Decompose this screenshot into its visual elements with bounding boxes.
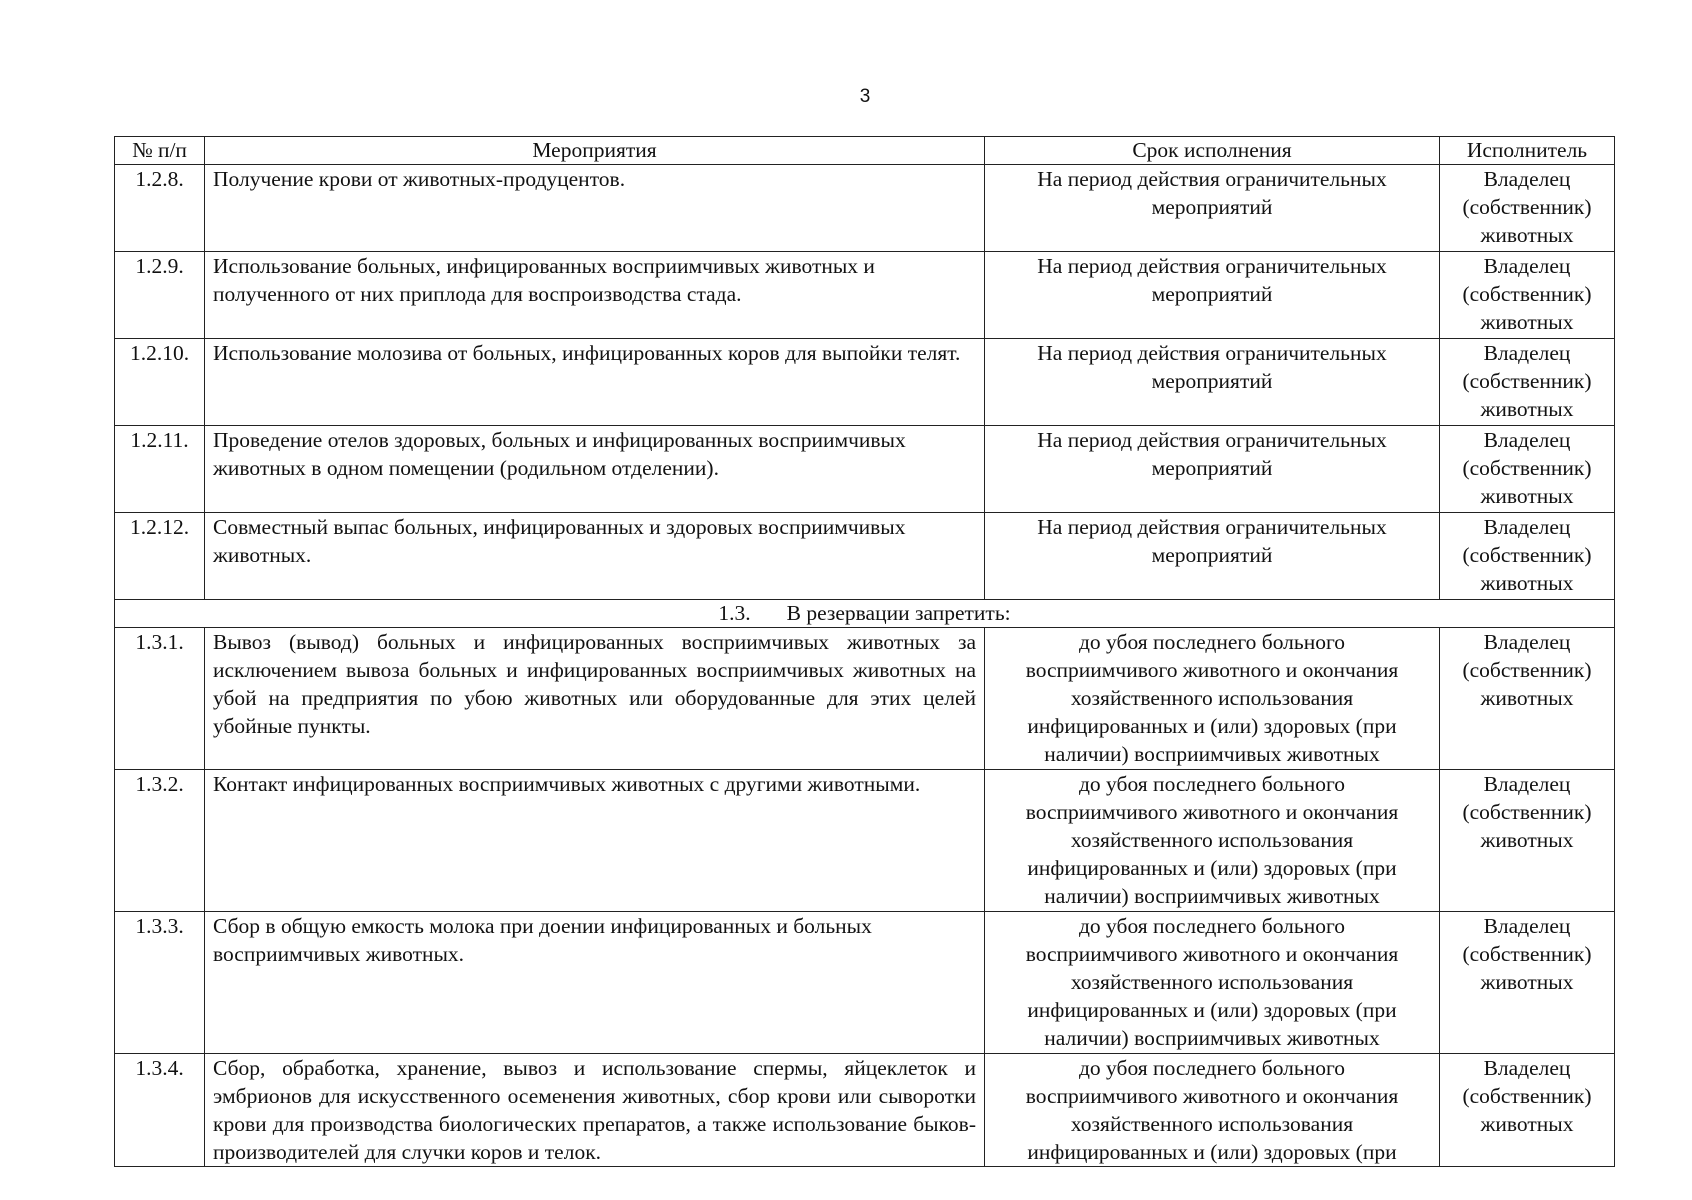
section-heading — [115, 600, 1615, 628]
term-line: до убоя последнего больного — [1078, 914, 1346, 938]
executor-line: Владелец — [1483, 428, 1571, 452]
row-number: 1.3.4. — [115, 1054, 205, 1167]
executor-line: (собственник) — [1462, 942, 1592, 966]
term-line: восприимчивого животного и окончания — [1025, 800, 1399, 824]
executor-line: (собственник) — [1462, 369, 1592, 393]
row-number: 1.2.9. — [115, 252, 205, 339]
row-activity: Сбор, обработка, хранение, вывоз и использование спермы, яйцеклеток и эмбрионов для искусственного осеменения животных, сбор крови или сыворотки крови для производства биологических препаратов, а также использование быков-производителей для случки коров и телок. — [205, 1054, 985, 1167]
row-term — [985, 770, 1440, 912]
term-line: хозяйственного использования — [1070, 970, 1354, 994]
term-line: На период действия ограничительных — [1037, 515, 1387, 539]
table-row — [115, 426, 1615, 513]
table-row — [115, 339, 1615, 426]
executor-line: животных — [1480, 970, 1574, 994]
row-number: 1.3.3. — [115, 912, 205, 1054]
header-term: Срок исполнения — [985, 137, 1440, 165]
table-row — [115, 770, 1615, 912]
executor-line: (собственник) — [1462, 800, 1592, 824]
row-activity: Получение крови от животных-продуцентов. — [205, 165, 985, 252]
table-row — [115, 252, 1615, 339]
row-executor — [1440, 426, 1615, 513]
row-term — [985, 339, 1440, 426]
row-executor — [1440, 628, 1615, 770]
term-line: наличии) восприимчивых животных — [1044, 1026, 1380, 1050]
executor-line: (собственник) — [1462, 282, 1592, 306]
term-line: инфицированных и (или) здоровых (при — [1027, 714, 1397, 738]
term-line: мероприятий — [1151, 195, 1273, 219]
row-number: 1.2.8. — [115, 165, 205, 252]
term-line: На период действия ограничительных — [1037, 428, 1387, 452]
executor-line: животных — [1480, 1112, 1574, 1136]
executor-line: (собственник) — [1462, 195, 1592, 219]
section-number: 1.3. — [718, 601, 751, 625]
row-number: 1.2.11. — [115, 426, 205, 513]
section-title: В резервации запретить: — [786, 601, 1011, 625]
term-line: мероприятий — [1151, 543, 1273, 567]
term-line: инфицированных и (или) здоровых (при — [1027, 998, 1397, 1022]
term-line: восприимчивого животного и окончания — [1025, 942, 1399, 966]
row-executor — [1440, 770, 1615, 912]
executor-line: Владелец — [1483, 341, 1571, 365]
term-line: хозяйственного использования — [1070, 828, 1354, 852]
term-line: На период действия ограничительных — [1037, 167, 1387, 191]
row-term — [985, 628, 1440, 770]
row-term — [985, 912, 1440, 1054]
row-executor — [1440, 252, 1615, 339]
row-executor — [1440, 165, 1615, 252]
executor-line: Владелец — [1483, 515, 1571, 539]
executor-line: (собственник) — [1462, 658, 1592, 682]
term-line: На период действия ограничительных — [1037, 341, 1387, 365]
row-activity: Совместный выпас больных, инфицированных и здоровых восприимчивых животных. — [205, 513, 985, 600]
executor-line: животных — [1480, 828, 1574, 852]
row-term — [985, 165, 1440, 252]
row-number: 1.2.12. — [115, 513, 205, 600]
header-activity: Мероприятия — [205, 137, 985, 165]
row-activity: Контакт инфицированных восприимчивых животных с другими животными. — [205, 770, 985, 912]
row-activity: Проведение отелов здоровых, больных и инфицированных восприимчивых животных в одном помещении (родильном отделении). — [205, 426, 985, 513]
term-line: наличии) восприимчивых животных — [1044, 884, 1380, 908]
term-line: хозяйственного использования — [1070, 1112, 1354, 1136]
row-term — [985, 513, 1440, 600]
table-row — [115, 165, 1615, 252]
row-executor — [1440, 912, 1615, 1054]
row-number: 1.2.10. — [115, 339, 205, 426]
row-number: 1.3.2. — [115, 770, 205, 912]
term-line: восприимчивого животного и окончания — [1025, 658, 1399, 682]
executor-line: Владелец — [1483, 630, 1571, 654]
executor-line: животных — [1480, 310, 1574, 334]
term-line: восприимчивого животного и окончания — [1025, 1084, 1399, 1108]
row-number: 1.3.1. — [115, 628, 205, 770]
row-term — [985, 252, 1440, 339]
table-header-row — [115, 137, 1615, 165]
term-line: инфицированных и (или) здоровых (при — [1027, 856, 1397, 880]
executor-line: Владелец — [1483, 914, 1571, 938]
executor-line: (собственник) — [1462, 1084, 1592, 1108]
term-line: На период действия ограничительных — [1037, 254, 1387, 278]
header-executor: Исполнитель — [1440, 137, 1615, 165]
row-term — [985, 426, 1440, 513]
term-line: наличии) восприимчивых животных — [1044, 742, 1380, 766]
term-line: инфицированных и (или) здоровых (при — [1027, 1140, 1397, 1164]
term-line: до убоя последнего больного — [1078, 1056, 1346, 1080]
executor-line: Владелец — [1483, 254, 1571, 278]
term-line: мероприятий — [1151, 282, 1273, 306]
section-heading-row — [115, 600, 1615, 628]
executor-line: животных — [1480, 571, 1574, 595]
row-activity: Вывоз (вывод) больных и инфицированных восприимчивых животных за исключением вывоза больных и инфицированных восприимчивых животных на убой на предприятия по убою животных или оборудованные для этих целей убойные пункты. — [205, 628, 985, 770]
row-term — [985, 1054, 1440, 1167]
executor-line: Владелец — [1483, 1056, 1571, 1080]
executor-line: животных — [1480, 397, 1574, 421]
executor-line: Владелец — [1483, 772, 1571, 796]
row-executor — [1440, 1054, 1615, 1167]
table-row — [115, 1054, 1615, 1167]
executor-line: животных — [1480, 223, 1574, 247]
term-line: до убоя последнего больного — [1078, 630, 1346, 654]
term-line: мероприятий — [1151, 369, 1273, 393]
term-line: хозяйственного использования — [1070, 686, 1354, 710]
row-activity: Использование молозива от больных, инфицированных коров для выпойки телят. — [205, 339, 985, 426]
row-activity: Сбор в общую емкость молока при доении инфицированных и больных восприимчивых животных. — [205, 912, 985, 1054]
term-line: до убоя последнего больного — [1078, 772, 1346, 796]
header-number: № п/п — [115, 137, 205, 165]
table-row — [115, 513, 1615, 600]
executor-line: животных — [1480, 484, 1574, 508]
table-row — [115, 912, 1615, 1054]
row-executor — [1440, 339, 1615, 426]
page-number: 3 — [859, 86, 871, 107]
table-row — [115, 628, 1615, 770]
executor-line: (собственник) — [1462, 543, 1592, 567]
row-executor — [1440, 513, 1615, 600]
row-activity: Использование больных, инфицированных восприимчивых животных и полученного от них приплода для воспроизводства стада. — [205, 252, 985, 339]
executor-line: Владелец — [1483, 167, 1571, 191]
term-line: мероприятий — [1151, 456, 1273, 480]
executor-line: (собственник) — [1462, 456, 1592, 480]
executor-line: животных — [1480, 686, 1574, 710]
measures-table — [114, 136, 1615, 1167]
